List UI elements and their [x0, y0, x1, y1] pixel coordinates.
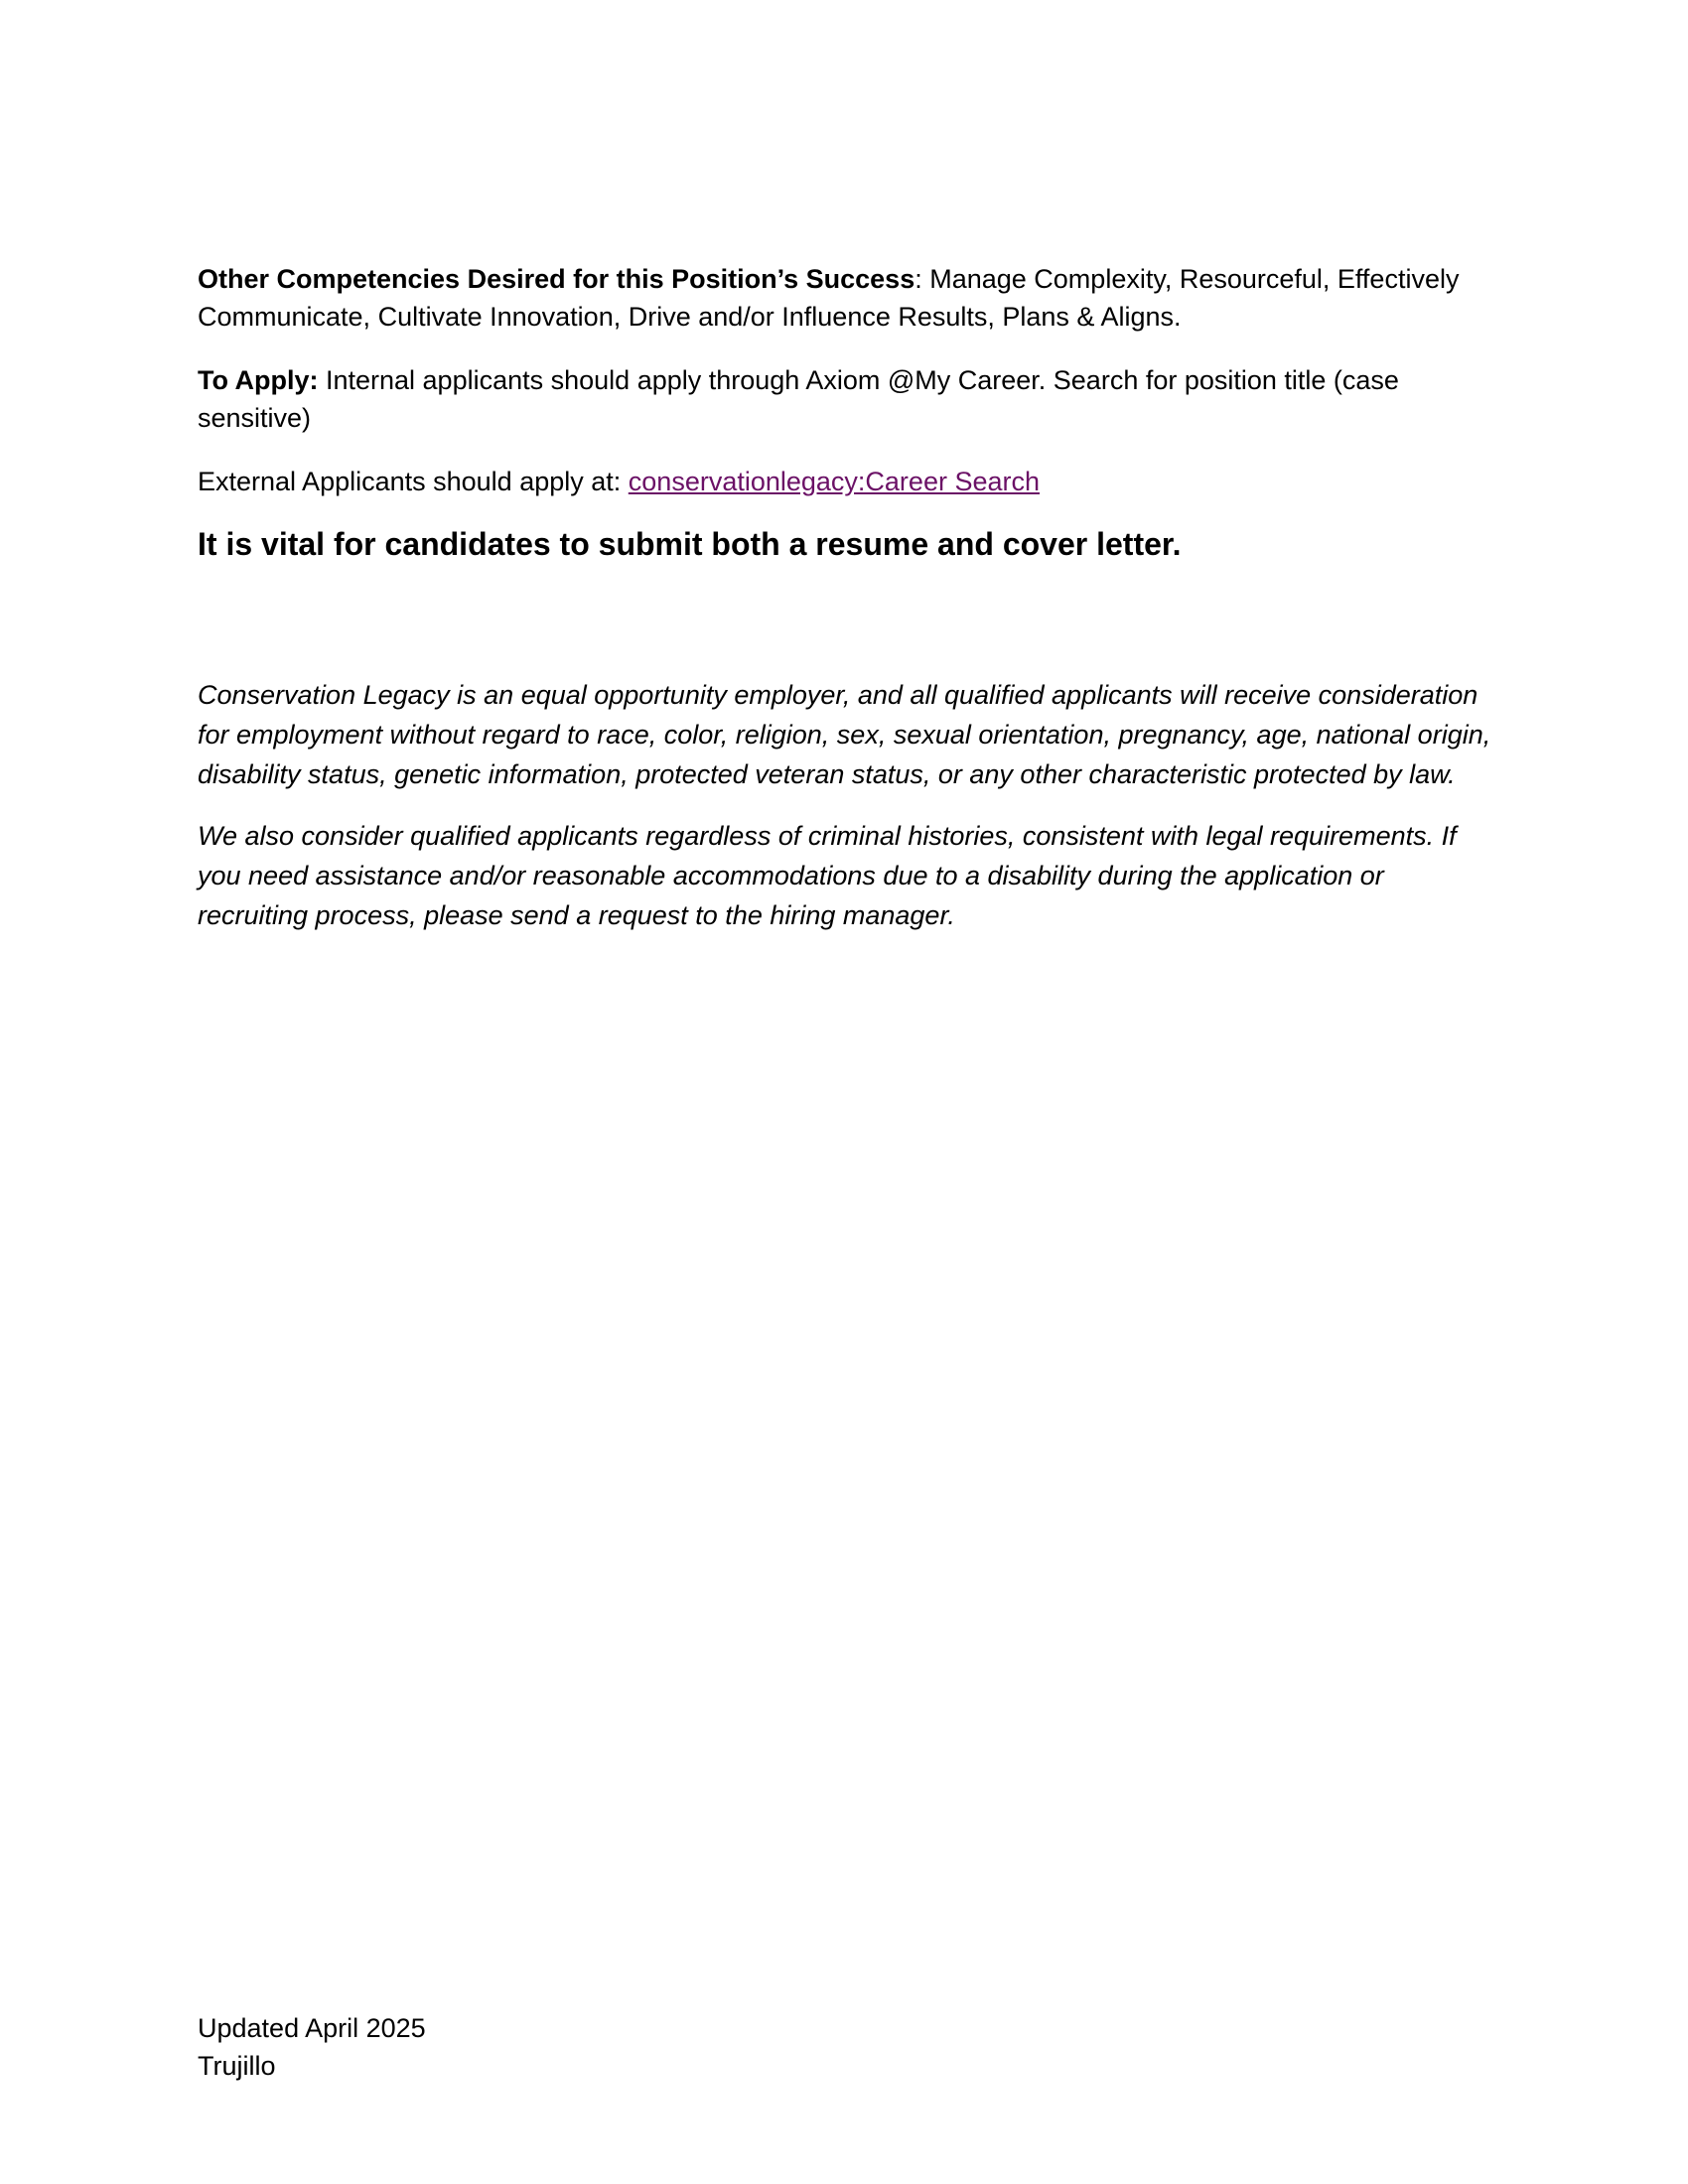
apply-text: Internal applicants should apply through Axiom @My Career. Search for position title (case sensitive) — [198, 365, 1399, 433]
competencies-label: Other Competencies Desired for this Position’s Success — [198, 264, 915, 294]
accommodation-statement: We also consider qualified applicants regardless of criminal histories, consistent with legal requirements. If you need assistance and/or reasonable accommodations due to a disability during the application or recruiting process, please send a request to the hiring manager. — [198, 821, 1457, 930]
external-applicants-paragraph — [198, 463, 1498, 500]
apply-paragraph — [198, 361, 1498, 437]
author-name: Trujillo — [198, 2051, 276, 2081]
eeo-statement: Conservation Legacy is an equal opportunity employer, and all qualified applicants will receive consideration for employment without regard to race, color, religion, sex, sexual orientation, pregnancy, age, national origin, disability status, genetic information, protected veteran status, or any other characteristic protected by law. — [198, 680, 1491, 789]
updated-date: Updated April 2025 — [198, 2013, 426, 2043]
resume-cover-letter-notice: It is vital for candidates to submit both a resume and cover letter. — [198, 526, 1182, 562]
apply-label: To Apply: — [198, 365, 319, 395]
document-body — [198, 260, 1498, 957]
career-search-link[interactable]: conservationlegacy:Career Search — [628, 467, 1040, 496]
competencies-paragraph — [198, 260, 1498, 336]
competencies-text: : Manage Complexity, Resourceful, Effectively Communicate, Cultivate Innovation, Drive and/or Influence Results, Plans & Aligns. — [198, 264, 1460, 332]
external-applicants-text: External Applicants should apply at: — [198, 467, 629, 496]
document-footer — [198, 2009, 426, 2085]
